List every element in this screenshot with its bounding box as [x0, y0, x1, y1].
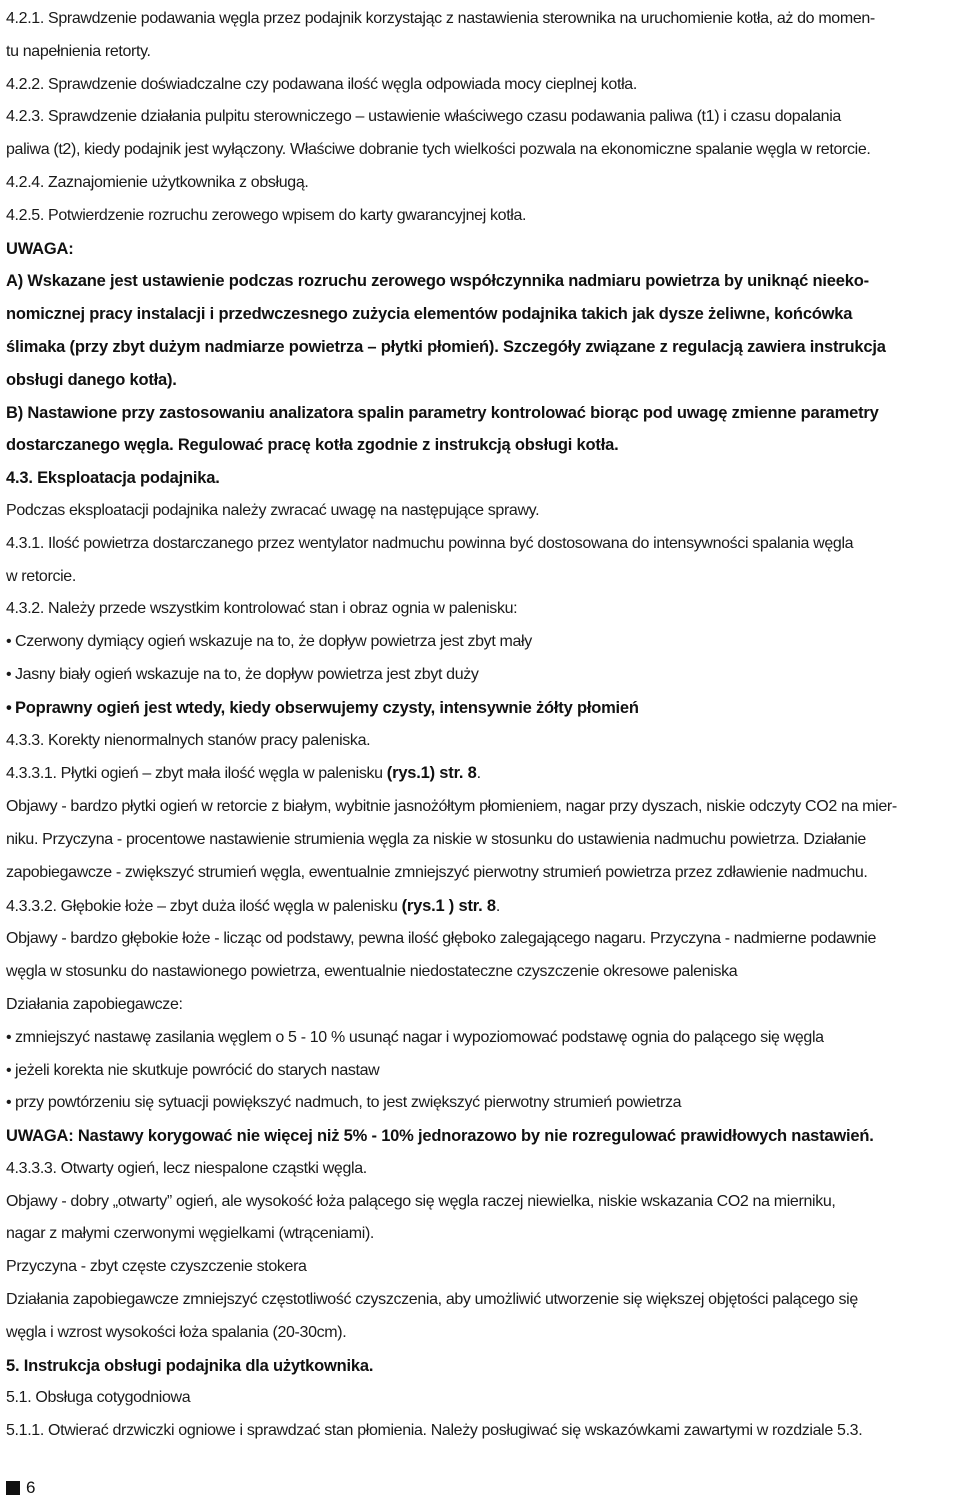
footer-square-icon [6, 1481, 20, 1495]
text-line: węgla i wzrost wysokości łoża spalania (20-30cm). [6, 1323, 347, 1341]
text-line: 4.3.3.3. Otwarty ogień, lecz niespalone cząstki węgla. [6, 1159, 367, 1177]
bullet-text: Czerwony dymiący ogień wskazuje na to, że dopływ powietrza jest zbyt mały [15, 633, 532, 651]
document-page [6, 3, 950, 1448]
text-line: Przyczyna - zbyt częste czyszczenie stokera [6, 1258, 307, 1276]
bullet-icon: • [6, 1061, 12, 1079]
text-span: 4.3.3.2. Głębokie łoże – zbyt duża ilość węgla w palenisku [6, 897, 402, 915]
text-span: 4.3.3.1. Płytki ogień – zbyt mała ilość węgla w palenisku [6, 765, 387, 783]
note-line: obsługi danego kotła). [6, 370, 177, 389]
text-line: Działania zapobiegawcze zmniejszyć częstotliwość czyszczenia, aby umożliwić utworzenie się większej objętości palącego się [6, 1291, 858, 1309]
note-line: A) Wskazane jest ustawienie podczas rozruchu zerowego współczynnika nadmiaru powietrza by uniknąć nieeko- [6, 272, 869, 291]
text-line: zapobiegawcze - zwiększyć strumień węgla, ewentualnie zmniejszyć pierwotny strumień powietrza przez zdławienie nadmuchu. [6, 863, 868, 881]
text-line: niku. Przyczyna - procentowe nastawienie strumienia węgla za niskie w stosunku do ustawienia nadmuchu powietrza. Działanie [6, 830, 866, 848]
text-line: 4.2.4. Zaznajomienie użytkownika z obsługą. [6, 173, 309, 191]
bullet-text: Poprawny ogień jest wtedy, kiedy obserwujemy czysty, intensywnie żółty płomień [15, 698, 639, 717]
text-line [6, 757, 950, 791]
page-number: 6 [26, 1478, 36, 1497]
text-line: Podczas eksploatacji podajnika należy zwracać uwagę na następujące sprawy. [6, 501, 540, 519]
bullet-text: Jasny biały ogień wskazuje na to, że dopływ powietrza jest zbyt duży [15, 665, 479, 683]
text-line: 4.2.2. Sprawdzenie doświadczalne czy podawana ilość węgla odpowiada mocy cieplnej kotła. [6, 75, 637, 93]
text-line: 4.3.1. Ilość powietrza dostarczanego przez wentylator nadmuchu powinna być dostosowana do intensywności spalania węgla [6, 534, 854, 552]
bullet-text: jeżeli korekta nie skutkuje powrócić do starych nastaw [15, 1061, 380, 1079]
text-span: . [476, 765, 481, 783]
text-line: 4.2.5. Potwierdzenie rozruchu zerowego wpisem do karty gwarancyjnej kotła. [6, 206, 527, 224]
warning-line: UWAGA: Nastawy korygować nie więcej niż 5% - 10% jednorazowo by nie rozregulować prawidłowych nastawień. [6, 1127, 874, 1146]
text-line: węgla w stosunku do nastawionego powietrza, ewentualnie niedostateczne czyszczenie okresowe paleniska [6, 963, 738, 981]
text-line: Działania zapobiegawcze: [6, 995, 183, 1013]
bullet-text: przy powtórzeniu się sytuacji powiększyć nadmuch, to jest zwiększyć pierwotny strumień powietrza [15, 1094, 682, 1112]
chapter-heading: 5. Instrukcja obsługi podajnika dla użytkownika. [6, 1356, 374, 1375]
bullet-icon: • [6, 1094, 12, 1112]
note-heading: UWAGA: [6, 239, 74, 258]
text-line: 5.1.1. Otwierać drzwiczki ogniowe i sprawdzać stan płomienia. Należy posługiwać się wskazówkami zawartymi w rozdziale 5.3. [6, 1422, 863, 1440]
text-line: Objawy - bardzo płytki ogień w retorcie z białym, wybitnie jasnożółtym płomieniem, nagar przy dyszach, niskie odczyty CO2 na mier- [6, 798, 897, 816]
bullet-icon: • [6, 665, 12, 683]
text-line: nagar z małymi czerwonymi węgielkami (wtrąceniami). [6, 1225, 375, 1243]
bullet-text: zmniejszyć nastawę zasilania węglem o 5 - 10 % usunąć nagar i wypoziomować podstawę ognia do palącego się węgla [15, 1028, 824, 1046]
text-line: 5.1. Obsługa cotygodniowa [6, 1389, 191, 1407]
bullet-icon: • [6, 1028, 12, 1046]
figure-reference: (rys.1 ) str. 8 [401, 896, 496, 915]
text-line: tu napełnienia retorty. [6, 42, 151, 60]
text-line: w retorcie. [6, 567, 76, 585]
page-footer [6, 1478, 35, 1498]
text-line: 4.2.1. Sprawdzenie podawania węgla przez podajnik korzystając z nastawienia sterownika na uruchomienie kotła, aż do momen- [6, 10, 875, 27]
note-line: B) Nastawione przy zastosowaniu analizatora spalin parametry kontrolować biorąc pod uwagę zmienne parametry [6, 403, 879, 422]
bullet-icon: • [6, 698, 12, 717]
text-line: Objawy - bardzo głębokie łoże - licząc od podstawy, pewna ilość głęboko zalegającego nagaru. Przyczyna - nadmierne podawnie [6, 930, 877, 948]
note-line: ślimaka (przy zbyt dużym nadmiarze powietrza – płytki płomień). Szczegóły związane z regulacją zawiera instrukcja [6, 337, 886, 356]
section-heading: 4.3. Eksploatacja podajnika. [6, 469, 220, 488]
note-line: nomicznej pracy instalacji i przedwczesnego zużycia elementów podajnika takich jak dysze żeliwne, końcówka [6, 305, 853, 324]
text-line: 4.3.2. Należy przede wszystkim kontrolować stan i obraz ognia w palenisku: [6, 600, 518, 618]
bullet-item [6, 1055, 950, 1088]
bullet-item [6, 626, 950, 659]
bullet-icon: • [6, 633, 12, 651]
note-line: dostarczanego węgla. Regulować pracę kotła zgodnie z instrukcją obsługi kotła. [6, 436, 619, 455]
figure-reference: (rys.1) str. 8 [386, 764, 477, 783]
bullet-item [6, 659, 950, 692]
text-line: 4.2.3. Sprawdzenie działania pulpitu sterowniczego – ustawienie właściwego czasu podawania paliwa (t1) i czasu dopalania [6, 108, 841, 126]
text-span: . [495, 897, 500, 915]
text-line: Objawy - dobry „otwarty” ogień, ale wysokość łoża palącego się węgla raczej niewielka, niskie wskazania CO2 na mierniku, [6, 1192, 836, 1210]
bullet-item [6, 692, 950, 725]
text-line [6, 890, 950, 924]
bullet-item [6, 1087, 950, 1120]
text-line: 4.3.3. Korekty nienormalnych stanów pracy paleniska. [6, 731, 371, 749]
text-line: paliwa (t2), kiedy podajnik jest wyłączony. Właściwe dobranie tych wielkości pozwala na ekonomiczne spalanie węgla w retorcie. [6, 141, 871, 159]
bullet-item [6, 1022, 950, 1055]
